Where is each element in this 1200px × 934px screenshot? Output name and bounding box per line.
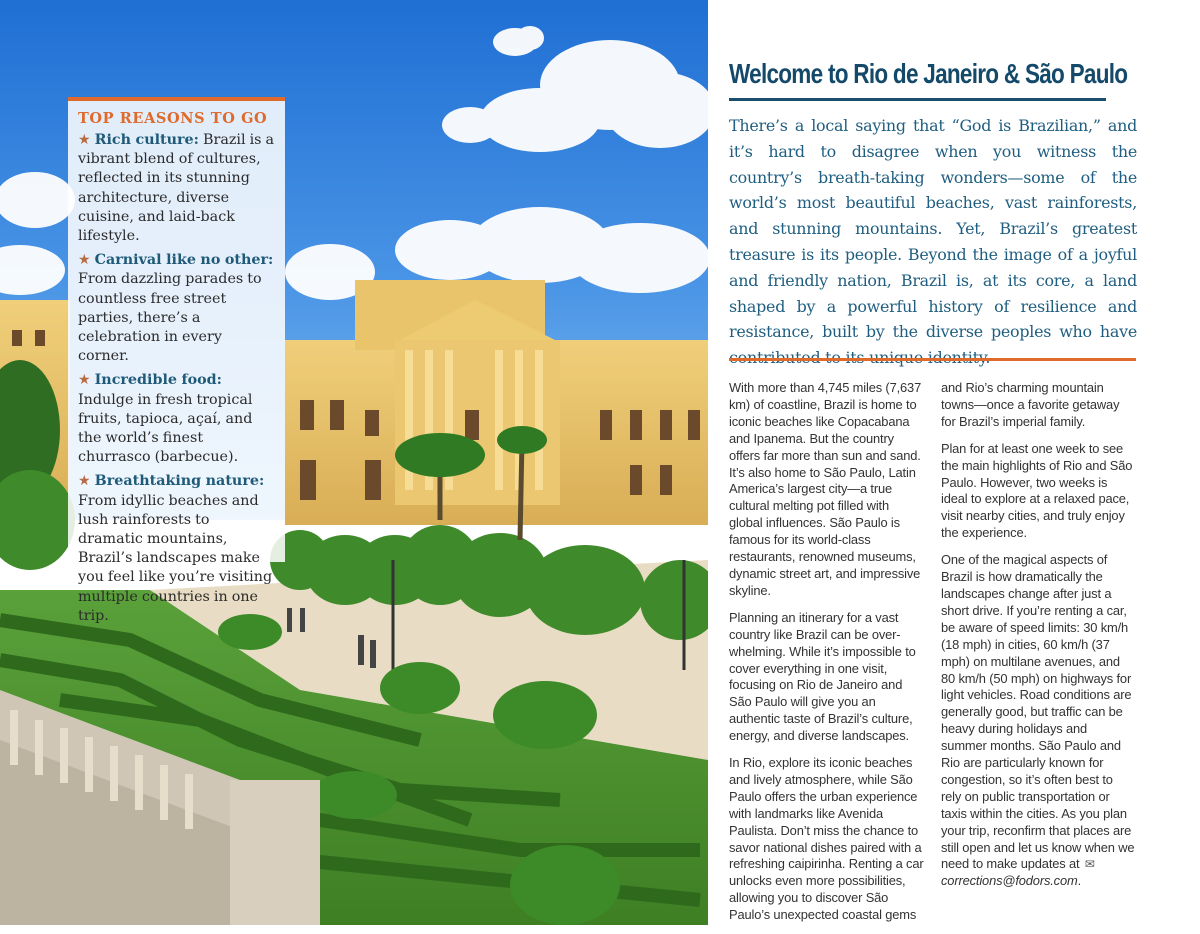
reason-lead: Carnival like no other: xyxy=(94,252,274,269)
reason-lead: Breathtaking nature: xyxy=(94,473,265,490)
reason-lead: Incredible food: xyxy=(94,372,222,389)
reason-item xyxy=(78,371,276,467)
body-paragraph: With more than 4,745 miles (7,637 km) of coastline, Brazil is home to iconic beaches like Copacabana and Ipanema. But the country offers far more than sun and sand. It’s also home to São Paulo, Latin America’s largest city—a true cultural melting pot filled with global influences. São Paulo is famous for its world-class restaurants, renowned museums, dynamic street art, and impressive skyline. xyxy=(729,380,922,598)
body-paragraph-text: One of the magical aspects of Brazil is how dramatically the landscapes change after just a short drive. If you’re renting a car, be aware of speed limits: 30 km/h (18 mph) in cities, 60 km/h (37 mph) on multilane avenues, and 80 km/h (50 mph) on highways for light vehicles. Road conditions are generally good, but traffic can be heavy during holidays and summer months. São Paulo and Rio are particularly known for congestion, so it’s often best to rely on public transportation or taxis within the cities. As you plan your trip, reconfirm that places are still open and let us know when we need to make updates at xyxy=(941,552,1135,872)
reason-text: Brazil is a vibrant blend of cultures, reflected in its stunning architecture, diverse cuisine, and laid-back lifestyle. xyxy=(78,132,275,245)
reason-text: From idyllic beaches and lush rainforests to dramatic mountains, Brazil’s landscapes make you feel like you’re visiting multiple countries in one trip. xyxy=(78,492,273,624)
intro-divider xyxy=(729,358,1136,361)
body-paragraph-last xyxy=(941,552,1136,890)
envelope-icon: ✉ xyxy=(1084,857,1095,872)
body-column-right xyxy=(941,380,1136,900)
body-paragraph: In Rio, explore its iconic beaches and lively atmosphere, while São Paulo offers the urban experience with landmarks like Avenida Paulista. Don’t miss the chance to savor national dishes paired with a refreshing caipirinha. Renting a car unlocks even more possibilities, allowing you to discover São Paulo’s unexpected coastal gems xyxy=(729,755,924,923)
page-title: Welcome to Rio de Janeiro & São Paulo xyxy=(729,58,1128,89)
body-paragraph: Planning an itinerary for a vast country like Brazil can be over-whelming. While it’s impossible to cover everything in one visit, focusing on Rio de Janeiro and São Paulo will give you an authentic taste of Brazil’s culture, energy, and diverse landscapes. xyxy=(729,609,916,744)
star-icon: ★ xyxy=(78,473,91,490)
top-reasons-heading: TOP REASONS TO GO xyxy=(78,110,268,127)
star-icon: ★ xyxy=(78,132,91,148)
reason-item xyxy=(78,472,276,626)
body-column-left xyxy=(729,380,924,934)
reason-item xyxy=(78,131,276,246)
intro-paragraph: There’s a local saying that “God is Brazilian,” and it’s hard to disagree when you witness the country’s breath-taking wonders—some of the world’s most beautiful beaches, vast rainforests, and stunning mountains. Yet, Brazil’s greatest treasure is its people. Beyond the image of a joyful and friendly nation, Brazil is, at its core, a land shaped by a powerful history of resilience and resistance, built by the diverse peoples who have xyxy=(729,116,1137,342)
star-icon: ★ xyxy=(78,252,91,269)
reason-text: Indulge in fresh tropical fruits, tapioca, açaí, and the world’s finest churrasco (barbecue). xyxy=(78,391,253,466)
email-suffix: . xyxy=(1077,873,1082,889)
reason-lead: Rich culture: xyxy=(94,132,199,148)
body-paragraph: and Rio’s charming mountain towns—once a favorite getaway for Brazil’s imperial family. xyxy=(941,380,1120,429)
body-paragraph: Plan for at least one week to see the main highlights of Rio and São Paulo. However, two weeks is ideal to explore at a relaxed pace, visit nearby cities, and truly enjoy the experience. xyxy=(941,440,1133,541)
corrections-email-link[interactable]: corrections@fodors.com xyxy=(941,873,1078,889)
top-reasons-box xyxy=(68,97,285,624)
title-divider xyxy=(729,98,1106,101)
star-icon: ★ xyxy=(78,372,91,389)
reason-text: From dazzling parades to countless free street parties, there’s a celebration in every corner. xyxy=(78,271,262,365)
reason-item xyxy=(78,251,276,366)
